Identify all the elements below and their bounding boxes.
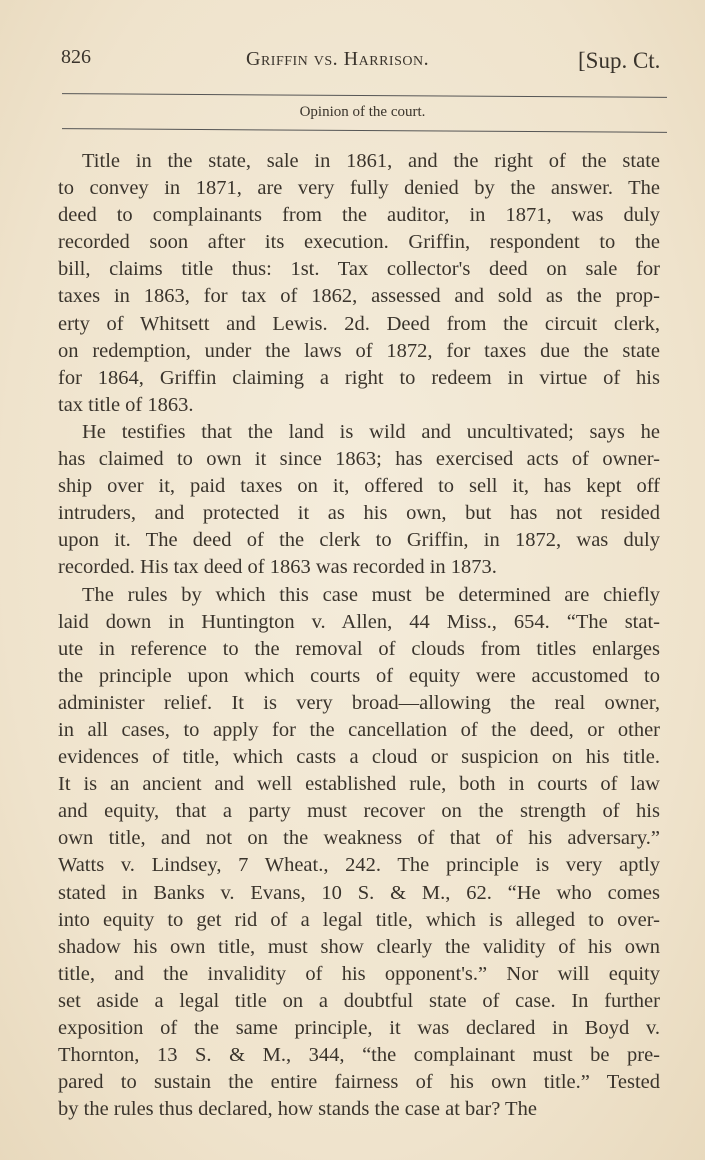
text-line: intruders, and protected it as his own, but has not resided — [58, 502, 660, 525]
text-line: pared to sustain the entire fairness of his own title.” Tested — [58, 1071, 660, 1094]
text-line: upon it. The deed of the clerk to Griffin, in 1872, was duly — [58, 529, 660, 552]
text-line: evidences of title, which casts a cloud or suspicion on his title. — [58, 746, 660, 769]
paragraph — [58, 148, 660, 419]
text-line: own title, and not on the weakness of that of his adversary.” — [58, 827, 660, 850]
section-subheader: Opinion of the court. — [299, 104, 426, 120]
body-text — [58, 148, 660, 1123]
text-line: set aside a legal title on a doubtful state of case. In further — [58, 989, 660, 1012]
text-line: shadow his own title, must show clearly the validity of his own — [58, 935, 660, 958]
text-line: laid down in Huntington v. Allen, 44 Miss., 654. “The stat- — [58, 610, 660, 633]
text-line: and equity, that a party must recover on the strength of his — [58, 800, 660, 823]
text-line: Thornton, 13 S. & M., 344, “the complainant must be pre- — [58, 1044, 660, 1067]
text-line: into equity to get rid of a legal title, which is alleged to over- — [58, 908, 660, 931]
text-line: has claimed to own it since 1863; has exercised acts of owner- — [58, 448, 660, 471]
text-line: ship over it, paid taxes on it, offered to sell it, has kept off — [58, 475, 660, 498]
page-number: 826 — [61, 46, 91, 68]
text-line: stated in Banks v. Evans, 10 S. & M., 62. “He who comes — [58, 881, 660, 904]
text-line: on redemption, under the laws of 1872, for taxes due the state — [58, 339, 660, 362]
text-line: recorded soon after its execution. Griffin, respondent to the — [58, 231, 660, 254]
text-line: to convey in 1871, are very fully denied by the answer. The — [58, 177, 660, 200]
text-line: recorded. His tax deed of 1863 was recorded in 1873. — [58, 556, 497, 579]
paragraph — [58, 419, 660, 582]
text-line: title, and the invalidity of his opponent's.” Nor will equity — [58, 962, 660, 985]
paragraph — [58, 582, 660, 1124]
text-line: Title in the state, sale in 1861, and the right of the state — [82, 150, 660, 172]
header-rule — [62, 93, 667, 98]
text-line: for 1864, Griffin claiming a right to redeem in virtue of his — [58, 366, 660, 389]
text-line: bill, claims title thus: 1st. Tax collector's deed on sale for — [58, 258, 660, 281]
text-line: It is an ancient and well established rule, both in courts of law — [58, 773, 660, 796]
text-line: exposition of the same principle, it was declared in Boyd v. — [58, 1017, 660, 1039]
text-line: the principle upon which courts of equity were accustomed to — [58, 664, 660, 687]
text-line: erty of Whitsett and Lewis. 2d. Deed from the circuit clerk, — [58, 312, 660, 335]
subheader-rule — [62, 128, 667, 133]
running-title: Griffin vs. Harrison. — [246, 48, 430, 70]
text-line: deed to complainants from the auditor, in 1871, was duly — [58, 204, 660, 227]
text-line: in all cases, to apply for the cancellation of the deed, or other — [58, 718, 660, 741]
text-line: The rules by which this case must be determined are chiefly — [82, 583, 660, 606]
text-line: by the rules thus declared, how stands the case at bar? The — [58, 1098, 537, 1121]
text-line: taxes in 1863, for tax of 1862, assessed and sold as the prop- — [58, 285, 660, 308]
text-line: ute in reference to the removal of clouds from titles enlarges — [58, 637, 660, 660]
text-line: administer relief. It is very broad—allowing the real owner, — [58, 691, 660, 714]
court-label: [Sup. Ct. — [578, 48, 661, 73]
text-line: Watts v. Lindsey, 7 Wheat., 242. The principle is very aptly — [58, 854, 660, 877]
text-line: tax title of 1863. — [58, 393, 194, 416]
text-line: He testifies that the land is wild and uncultivated; says he — [82, 420, 660, 443]
